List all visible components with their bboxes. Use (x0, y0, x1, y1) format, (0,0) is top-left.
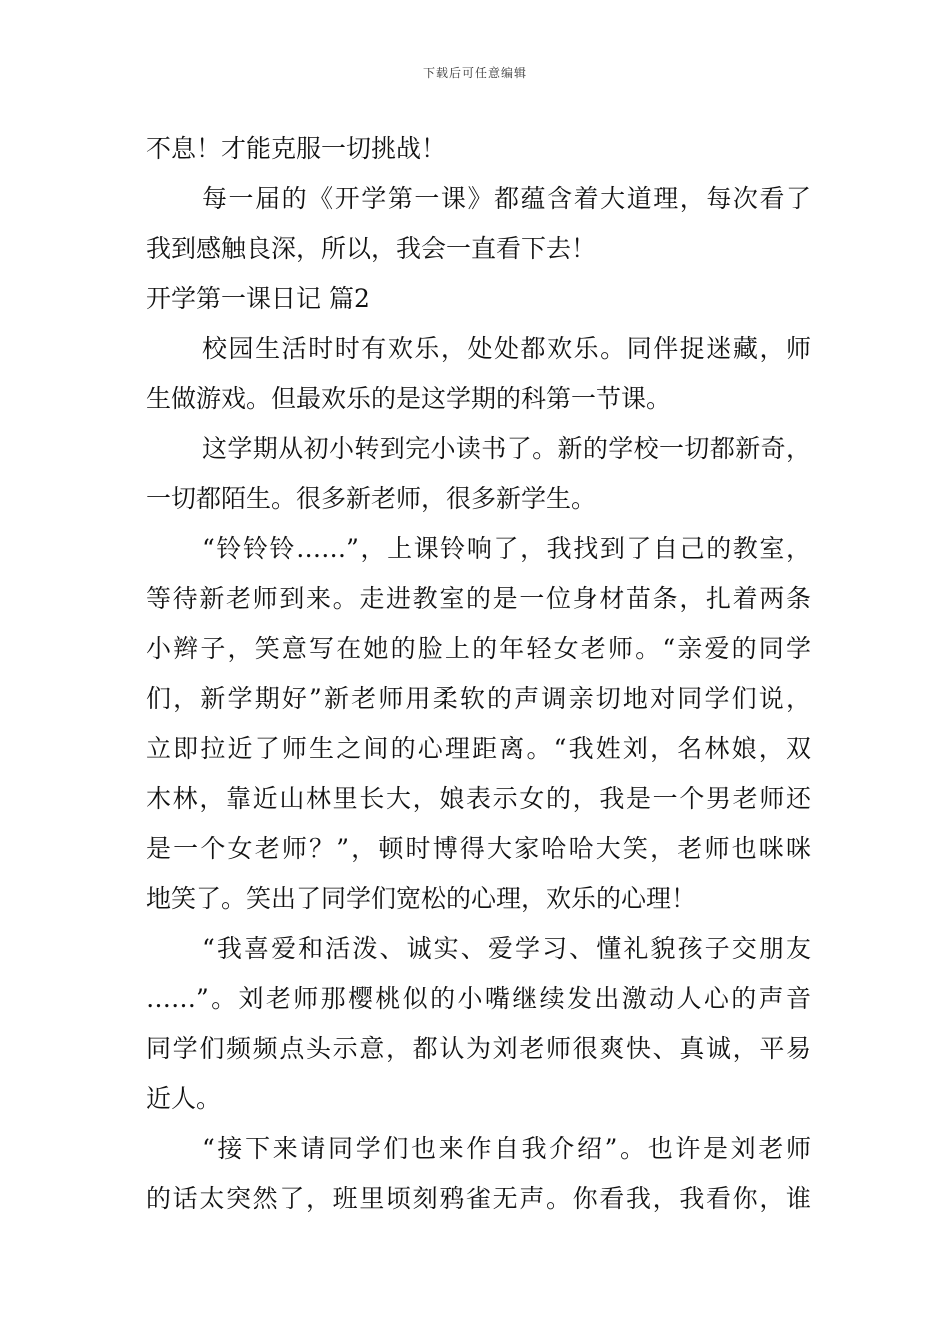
text-line: 不息！才能克服一切挑战！ (146, 134, 447, 163)
text-line: 我到感触良深，所以，我会一直看下去！ (146, 234, 597, 263)
text-line: 同学们频频点头示意，都认为刘老师很爽快、真诚，平易 (146, 1034, 811, 1063)
text-line: 地笑了。笑出了同学们宽松的心理，欢乐的心理！ (146, 884, 697, 913)
page-header-note: 下载后可任意编辑 (422, 66, 527, 80)
text-line: 这学期从初小转到完小读书了。新的学校一切都新奇， (202, 434, 811, 463)
text-line: “铃铃铃……”，上课铃响了，我找到了自己的教室， (202, 534, 811, 563)
text-line: ……”。刘老师那樱桃似的小嘴继续发出激动人心的声音 (146, 984, 811, 1013)
text-line: 的话太突然了，班里顷刻鸦雀无声。你看我，我看你，谁 (146, 1184, 811, 1213)
section-heading: 开学第一课日记 篇2 (146, 284, 370, 313)
text-line: “接下来请同学们也来作自我介绍”。也许是刘老师 (202, 1134, 811, 1163)
text-line: 木林，靠近山林里长大，娘表示女的，我是一个男老师还 (146, 784, 811, 813)
text-line: 是一个女老师？”，顿时博得大家哈哈大笑，老师也咪咪 (146, 834, 811, 863)
text-line: 近人。 (146, 1084, 222, 1113)
text-line: 校园生活时时有欢乐，处处都欢乐。同伴捉迷藏，师 (202, 334, 811, 363)
text-line: 们，新学期好”新老师用柔软的声调亲切地对同学们说， (146, 684, 811, 713)
text-line: “我喜爱和活泼、诚实、爱学习、懂礼貌孩子交朋友 (202, 934, 811, 963)
text-line: 立即拉近了师生之间的心理距离。“我姓刘，名林娘，双 (146, 734, 811, 763)
text-line: 生做游戏。但最欢乐的是这学期的科第一节课。 (146, 384, 672, 413)
text-line: 一切都陌生。很多新老师，很多新学生。 (146, 484, 597, 513)
document-body (146, 124, 811, 1224)
text-line: 小辫子，笑意写在她的脸上的年轻女老师。“亲爱的同学 (146, 634, 811, 663)
text-line: 每一届的《开学第一课》都蕴含着大道理，每次看了 (202, 184, 811, 213)
text-line: 等待新老师到来。走进教室的是一位身材苗条，扎着两条 (146, 584, 811, 613)
